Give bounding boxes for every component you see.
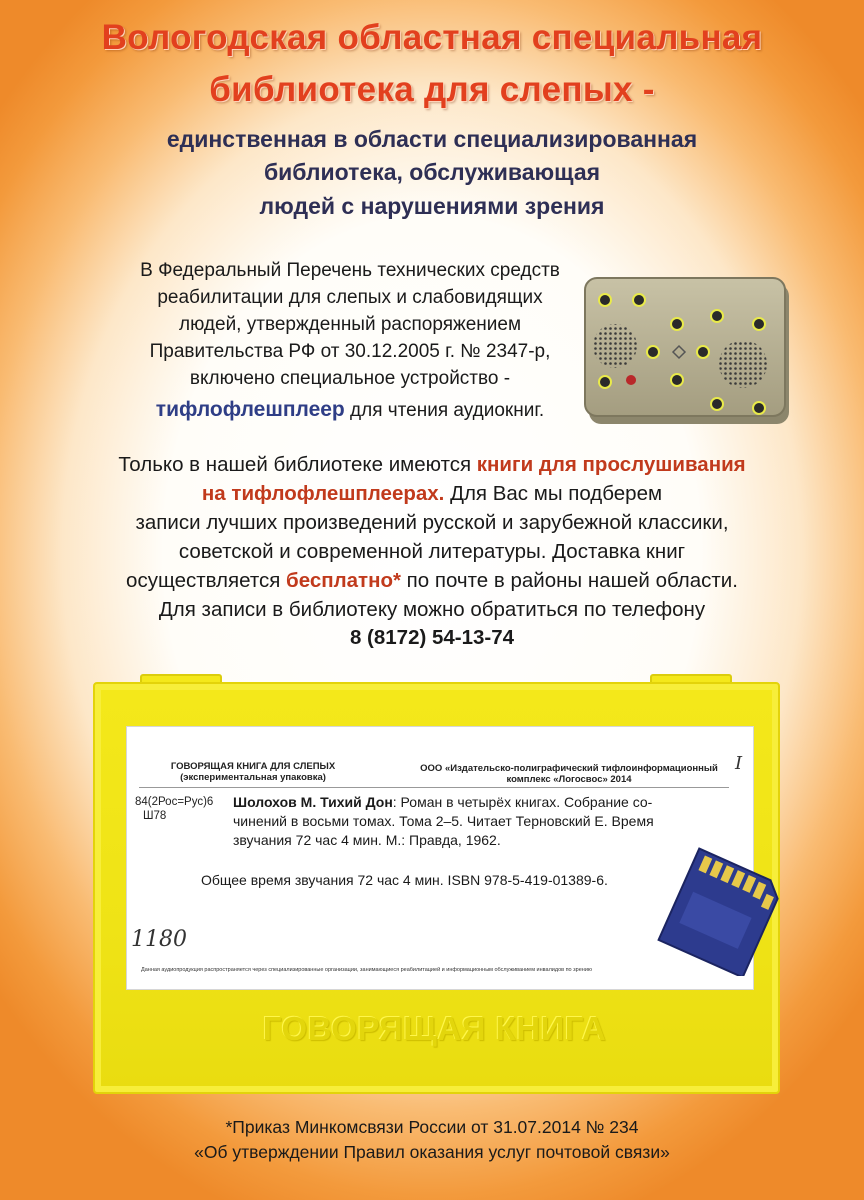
offer-line1 — [0, 450, 864, 479]
device-tail: для чтения аудиокниг. — [344, 400, 545, 421]
intro-line: Правительства РФ от 30.12.2005 г. № 2347-р, — [149, 341, 551, 362]
page-title-line1: Вологодская областная специальная — [101, 18, 763, 57]
offer-text: Для Вас мы подберем — [444, 482, 663, 505]
offer-text: Только в нашей библиотеке имеются — [118, 453, 477, 476]
label-divider — [139, 787, 729, 788]
book-summary: Общее время звучания 72 час 4 мин. ISBN 978-5-419-01389-6. — [201, 872, 608, 888]
offer-line4: советской и современной литературы. Доставка книг — [178, 540, 686, 563]
fine-print: Данная аудиопродукция распространяется через специализированные организации, занимающиеся реабилитацией и информационным обслуживанием инвалидов по зрению — [141, 967, 593, 973]
subtitle-line: библиотека, обслуживающая — [263, 159, 601, 185]
classification-code: 84(2Рос=Рус)6 — [135, 796, 214, 808]
book-desc-text: : Роман в четырёх книгах. Собрание со- — [392, 794, 653, 810]
book-description — [233, 793, 743, 850]
sd-card-image — [654, 846, 794, 976]
footnote-line2: «Об утверждении Правил оказания услуг почтовой связи» — [194, 1142, 670, 1162]
offer-text: осуществляется — [126, 569, 287, 592]
intro-line: людей, утвержденный распоряжением — [179, 314, 521, 335]
publisher-text: ООО «Издательско-полиграфический тифлоинформационный — [420, 763, 718, 774]
offer-line3: записи лучших произведений русской и зарубежной классики, — [135, 511, 729, 534]
offer-line5 — [0, 566, 864, 595]
publisher-text: комплекс «Логосвос» 2014 — [506, 774, 632, 785]
author-mark: Ш78 — [143, 810, 167, 822]
intro-paragraph — [100, 257, 600, 424]
footnote-line1: *Приказ Минкомсвязи России от 31.07.2014 № 234 — [225, 1117, 639, 1137]
offer-text: по почте в районы нашей области. — [400, 569, 738, 592]
handwritten-number: 1180 — [131, 927, 187, 952]
page-title-line2: библиотека для слепых - — [209, 70, 655, 109]
flash-player-device-image — [583, 276, 796, 433]
intro-line: В Федеральный Перечень технических средств — [140, 260, 560, 281]
label-header-left — [153, 761, 353, 783]
book-desc-text: чинений в восьми томах. Тома 2–5. Читает Терновский Е. Время — [233, 813, 654, 829]
book-author-title: Шолохов М. Тихий Дон — [233, 794, 393, 810]
device-name: тифлофлешплеер — [155, 398, 345, 421]
label-header-text: (экспериментальная упаковка) — [180, 772, 326, 783]
label-header-right — [409, 763, 729, 785]
offer-line2 — [0, 479, 864, 508]
subtitle-line: единственная в области специализированная — [166, 126, 698, 152]
offer-highlight: книги для прослушивания — [476, 453, 746, 476]
library-code — [135, 795, 213, 823]
handwritten-mark: I — [735, 753, 743, 774]
label-header-text: ГОВОРЯЩАЯ КНИГА ДЛЯ СЛЕПЫХ — [170, 761, 336, 772]
intro-line: включено специальное устройство - — [189, 368, 511, 389]
phone-number[interactable]: 8 (8172) 54-13-74 — [349, 626, 515, 649]
intro-line: реабилитации для слепых и слабовидящих — [157, 287, 543, 308]
embossed-box-title: ГОВОРЯЩАЯ КНИГА — [262, 1010, 607, 1047]
offer-highlight: на тифлофлешплеерах. — [201, 482, 445, 505]
intro-device-line — [100, 396, 600, 424]
free-delivery-highlight: бесплатно* — [286, 569, 401, 592]
offer-line6: Для записи в библиотеку можно обратиться по телефону — [158, 598, 706, 621]
book-desc-text: звучания 72 час 4 мин. М.: Правда, 1962. — [233, 832, 501, 848]
subtitle-line: людей с нарушениями зрения — [259, 193, 605, 219]
